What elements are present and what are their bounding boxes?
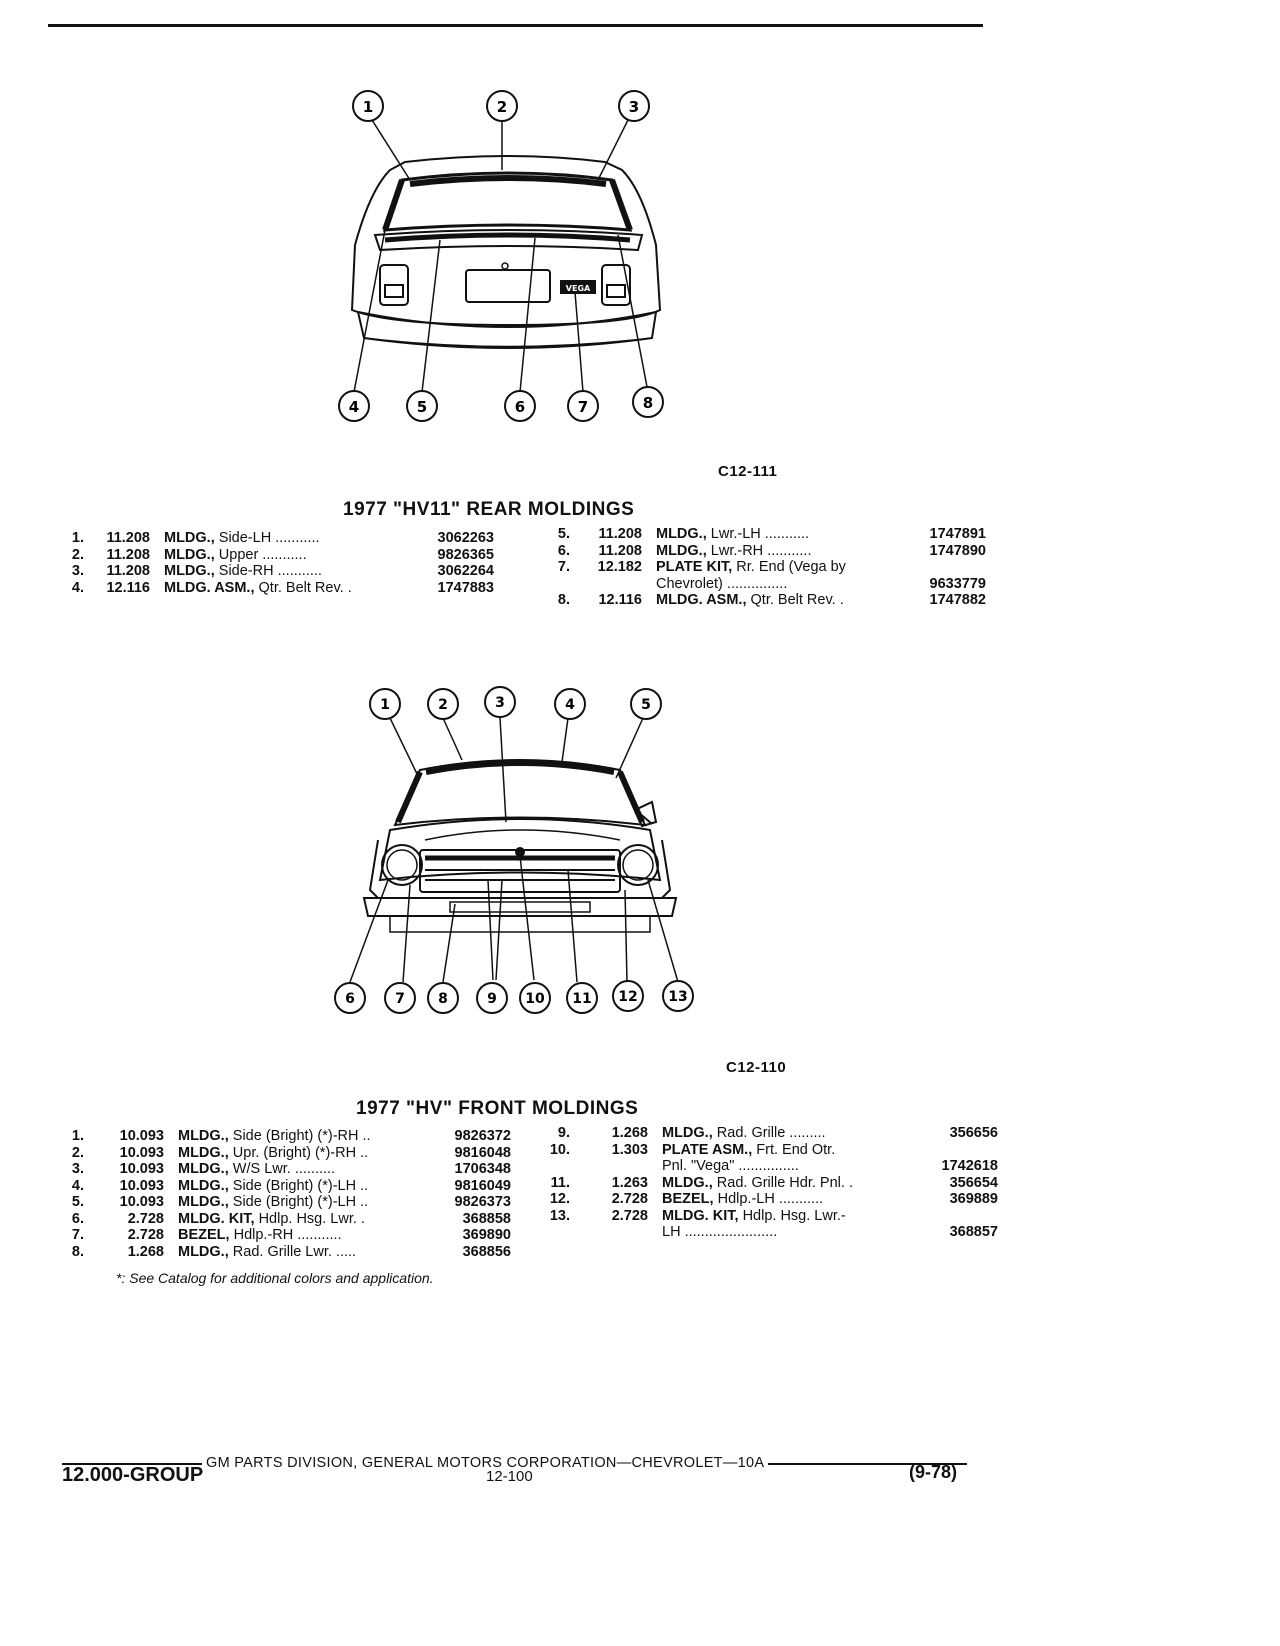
group-code: 1.303 [611,1141,648,1158]
part-detail: Qtr. Belt Rev. . [258,579,352,596]
svg-text:6: 6 [345,991,355,1007]
part-description [642,559,906,576]
part-detail: Rad. Grille ......... [716,1125,826,1141]
part-description [648,1208,912,1225]
group-code: 10.093 [119,1144,164,1161]
part-description [150,580,414,597]
group-code [570,1158,648,1175]
item-number: 8. [71,1243,84,1260]
item-number: 7. [71,1227,84,1243]
part-number: 9826373 [454,1194,511,1210]
part-detail: Qtr. Belt Rev. . [750,592,844,608]
part-description [150,563,414,580]
part-number: 3062263 [437,530,494,546]
item-number: 4. [71,1177,84,1194]
svg-text:1: 1 [362,98,374,116]
part-row [62,563,494,580]
part-name: MLDG., [164,563,215,579]
part-row [548,559,986,576]
callout-6 [505,391,535,421]
front-section-title: 1977 "HV" FRONT MOLDINGS [356,1098,639,1119]
rear-figure-id: C12-111 [718,463,778,480]
callout-8 [633,387,663,417]
part-row [548,1142,998,1159]
group-code: 2.728 [611,1191,648,1207]
part-detail: Pnl. "Vega" ............... [662,1158,799,1174]
part-number: 368858 [462,1210,511,1227]
part-description [164,1161,423,1178]
part-row [62,530,494,547]
group-code: 12.182 [597,559,642,575]
part-detail: Hdlp. Hsg. Lwr.- [742,1207,846,1224]
part-row [62,1161,511,1178]
callout-5 [631,689,661,719]
part-row [548,1125,998,1142]
footnote: *: See Catalog for additional colors and application. [116,1270,434,1286]
part-row [548,1158,998,1175]
publisher-line: GM PARTS DIVISION, GENERAL MOTORS CORPORATION—CHEVROLET—10A [202,1455,768,1471]
svg-text:11: 11 [572,991,592,1007]
callout-10 [520,983,550,1013]
rear-parts-right [548,526,986,609]
part-row [62,1128,511,1145]
part-detail: Side (Bright) (*)-LH .. [232,1194,369,1210]
part-detail: Side-RH ........... [218,563,322,579]
svg-text:7: 7 [395,991,405,1007]
part-name: MLDG. ASM., [656,592,747,608]
svg-text:9: 9 [487,991,497,1007]
part-number: 9816049 [454,1177,511,1194]
item-number: 1. [71,530,84,546]
item-number [548,576,570,593]
part-number: 1747890 [929,542,986,559]
item-number: 4. [71,579,84,596]
part-number: 3062264 [437,563,494,579]
group-code [570,1224,648,1241]
svg-text:12: 12 [618,989,638,1005]
part-detail: W/S Lwr. .......... [232,1161,336,1177]
group-code: 10.093 [119,1128,164,1144]
part-detail: Upr. (Bright) (*)-RH .. [232,1144,369,1161]
top-rule [48,24,983,27]
callout-1 [370,689,400,719]
callout-7 [385,983,415,1013]
svg-text:2: 2 [496,98,508,116]
callout-2 [487,91,517,121]
callout-8 [428,983,458,1013]
callout-2 [428,689,458,719]
group-code: 12.116 [598,592,642,608]
group-code: 2.728 [127,1227,164,1243]
item-number: 5. [557,526,570,542]
group-code: 10.093 [119,1177,164,1194]
part-row [548,1175,998,1192]
item-number: 2. [71,1144,84,1161]
part-detail: Lwr.-RH ........... [710,542,812,559]
part-row [62,1244,511,1261]
part-row [548,1191,998,1208]
item-number: 13. [549,1207,570,1224]
group-code: 10.093 [119,1194,164,1210]
item-number: 3. [71,563,84,579]
part-detail: Side (Bright) (*)-RH .. [232,1128,371,1144]
part-name: MLDG., [164,530,215,546]
group-code: 11.208 [106,530,150,546]
part-name: MLDG., [164,546,215,563]
part-description [648,1125,912,1142]
rear-section-title: 1977 "HV11" REAR MOLDINGS [343,499,635,520]
revision-date: (9-78) [909,1462,958,1482]
part-description [642,592,906,609]
part-number: 368857 [949,1224,998,1240]
rear-parts-left [62,530,494,596]
part-number: 368856 [462,1243,511,1260]
part-row [548,592,986,609]
part-description [648,1175,912,1192]
part-name: MLDG., [662,1174,713,1191]
part-name: MLDG. KIT, [178,1210,255,1227]
svg-text:8: 8 [438,991,448,1007]
item-number: 6. [557,542,570,559]
part-number: 369890 [462,1227,511,1243]
callout-6 [335,983,365,1013]
callout-5 [407,391,437,421]
part-number: 1706348 [454,1161,511,1177]
part-description [150,530,414,547]
part-detail: Side (Bright) (*)-LH .. [232,1177,369,1194]
front-parts-left [62,1128,511,1260]
svg-text:4: 4 [565,697,575,713]
item-number: 6. [71,1210,84,1227]
group-code: 11.208 [598,542,642,559]
svg-text:1: 1 [380,697,390,713]
part-number [906,559,986,576]
part-detail: Side-LH ........... [218,530,320,546]
part-description [642,543,906,560]
callout-3 [485,687,515,717]
part-name: MLDG., [178,1243,229,1260]
part-number: 1747882 [929,592,986,608]
group-code: 2.728 [611,1207,648,1224]
callout-12 [613,981,643,1011]
part-name: BEZEL, [178,1227,230,1243]
group-code: 1.263 [611,1174,648,1191]
part-detail: LH ....................... [662,1224,778,1240]
part-name: MLDG., [178,1161,229,1177]
item-number: 3. [71,1161,84,1177]
item-number: 12. [549,1191,570,1207]
front-figure-id: C12-110 [726,1059,787,1076]
part-description [164,1227,423,1244]
part-name: MLDG., [178,1144,229,1161]
part-name: MLDG., [656,526,707,542]
svg-text:5: 5 [641,697,651,713]
svg-text:10: 10 [525,991,545,1007]
svg-text:13: 13 [668,989,688,1005]
part-name: MLDG., [656,542,707,559]
part-name: MLDG., [178,1128,229,1144]
part-detail: Chevrolet) ............... [656,575,788,592]
part-name: MLDG. ASM., [164,579,255,596]
svg-text:2: 2 [438,697,448,713]
svg-text:6: 6 [514,398,526,416]
part-name: MLDG., [178,1194,229,1210]
group-code: 11.208 [598,526,642,542]
svg-text:4: 4 [348,398,360,416]
part-number [912,1142,998,1159]
part-description [164,1194,423,1211]
part-detail: Rad. Grille Hdr. Pnl. . [716,1174,853,1191]
part-number: 9816048 [454,1144,511,1161]
part-number: 356656 [949,1125,998,1141]
part-number [912,1208,998,1225]
part-description [648,1191,912,1208]
part-number: 1747883 [437,579,494,596]
callout-13 [663,981,693,1011]
item-number: 9. [557,1125,570,1141]
group-code: 10.093 [119,1161,164,1177]
group-code [570,576,642,593]
part-detail: Upper ........... [218,546,307,563]
part-number: 9633779 [929,575,986,592]
callout-9 [477,983,507,1013]
item-number: 2. [71,546,84,563]
part-description [164,1244,423,1261]
part-row [548,576,986,593]
group-code: 1.268 [611,1125,648,1141]
part-detail: Rr. End (Vega by [736,559,846,575]
part-description [164,1178,423,1195]
group-code: 12.116 [106,579,150,596]
part-description [642,576,906,593]
item-number [548,1158,570,1175]
item-number: 8. [557,592,570,608]
group-code: 11.208 [106,546,150,563]
part-row [62,580,494,597]
part-description [164,1211,423,1228]
svg-text:3: 3 [495,695,505,711]
page-number: 12-100 [486,1468,533,1485]
group-code: 11.208 [106,563,150,579]
item-number [548,1224,570,1241]
part-number: 369889 [949,1191,998,1207]
item-number: 7. [557,559,570,575]
part-description [642,526,906,543]
part-row [548,1224,998,1241]
part-row [548,543,986,560]
part-number: 356654 [949,1174,998,1191]
part-detail: Rad. Grille Lwr. ..... [232,1243,357,1260]
svg-text:3: 3 [628,98,640,116]
part-number: 1747891 [929,526,986,542]
part-detail: Hdlp. Hsg. Lwr. . [258,1210,365,1227]
part-number: 9826365 [437,546,494,563]
part-description [648,1142,912,1159]
part-detail: Hdlp.-RH ........... [233,1227,342,1243]
part-description [164,1128,423,1145]
svg-text:5: 5 [416,398,428,416]
part-row [548,526,986,543]
part-row [548,1208,998,1225]
group-code: 2.728 [127,1210,164,1227]
part-detail: Frt. End Otr. [756,1141,836,1158]
part-name: PLATE ASM., [662,1141,753,1158]
callout-7 [568,391,598,421]
callout-11 [567,983,597,1013]
part-detail: Lwr.-LH ........... [710,526,810,542]
item-number: 10. [549,1141,570,1158]
part-row [62,1178,511,1195]
part-name: MLDG. KIT, [662,1207,739,1224]
item-number: 11. [550,1174,570,1191]
callout-4 [339,391,369,421]
svg-text:8: 8 [642,394,654,412]
vega-badge: VEGA [565,284,591,293]
part-description [648,1224,912,1241]
group-code: 1.268 [127,1243,164,1260]
item-number: 1. [71,1128,84,1144]
part-row [62,1211,511,1228]
part-name: BEZEL, [662,1191,714,1207]
part-number: 9826372 [454,1128,511,1144]
group-number: 12.000-GROUP [62,1464,204,1486]
part-row [62,1227,511,1244]
part-name: MLDG., [662,1125,713,1141]
part-description [164,1145,423,1162]
item-number: 5. [71,1194,84,1210]
part-row [62,1194,511,1211]
part-name: MLDG., [178,1177,229,1194]
part-row [62,547,494,564]
front-parts-right [548,1125,998,1241]
part-description [648,1158,912,1175]
part-description [150,547,414,564]
callout-1 [353,91,383,121]
svg-text:7: 7 [577,398,589,416]
rear-moldings-figure [330,80,690,430]
part-detail: Hdlp.-LH ........... [717,1191,824,1207]
part-number: 1742618 [941,1158,998,1174]
part-name: PLATE KIT, [656,559,733,575]
part-row [62,1145,511,1162]
callout-3 [619,91,649,121]
callout-4 [555,689,585,719]
front-moldings-figure [330,680,700,1025]
